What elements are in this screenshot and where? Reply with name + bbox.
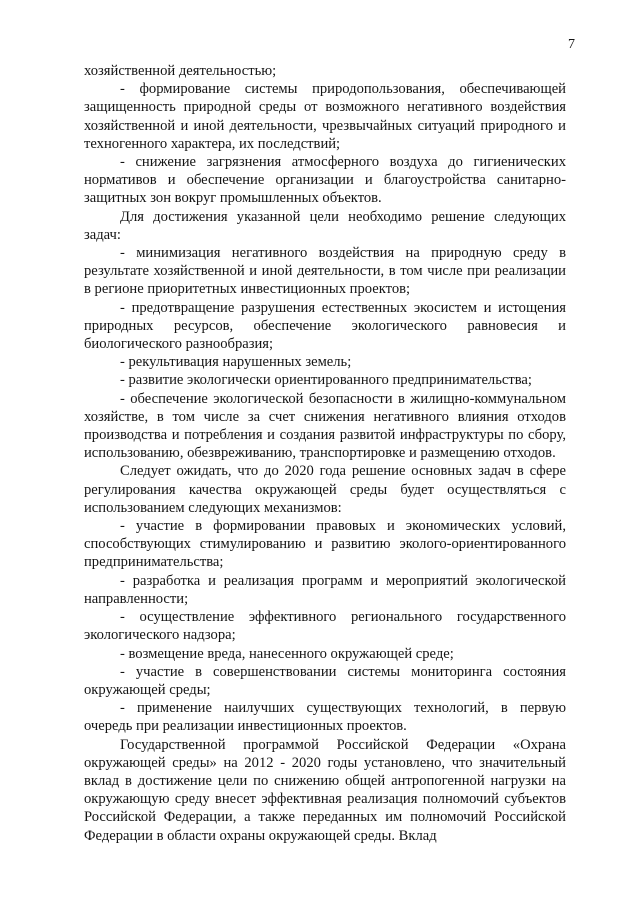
list-item-eco-programs: - разработка и реализация программ и мероприятий экологической направленности; xyxy=(84,572,566,607)
paragraph-state-program: Государственной программой Российской Федерации «Охрана окружающей среды» на 2012 - 2020 годы установлено, что значительный вклад в достижение цели по снижению общей антропогенной нагрузки на окружающую среду внесет эффективная реализация полномочий субъектов Российской Федерации, а также переданных им полномочий Российской Федерации в области охраны окружающей среды. Вклад xyxy=(84,736,566,844)
list-item-air-pollution-reduction: - снижение загрязнения атмосферного воздуха до гигиенических нормативов и обеспечение организации и благоустройства санитарно-защитных зон вокруг промышленных объектов. xyxy=(84,154,566,207)
list-item-ecosystem-protection: - предотвращение разрушения естественных экосистем и истощения природных ресурсов, обеспечение экологического равновесия и биологического разнообразия; xyxy=(84,299,566,353)
list-item-monitoring-system: - участие в совершенствовании системы мониторинга состояния окружающей среды; xyxy=(84,663,566,698)
paragraph-tasks-intro: Для достижения указанной цели необходимо решение следующих задач: xyxy=(84,208,566,243)
list-item-state-supervision: - осуществление эффективного регионального государственного экологического надзора; xyxy=(84,609,566,644)
list-item-impact-minimization: - минимизация негативного воздействия на природную среду в результате хозяйственной и иной деятельности, в том числе при реализации в регионе приоритетных инвестиционных проектов; xyxy=(84,245,566,298)
list-item-legal-conditions: - участие в формировании правовых и экономических условий, способствующих стимулированию и развитию эколого-ориентированного предпринимательства; xyxy=(84,518,566,571)
list-item-damage-compensation: - возмещение вреда, нанесенного окружающей среде; xyxy=(120,645,454,662)
page-number: 7 xyxy=(568,37,575,52)
paragraph-mechanisms-intro: Следует ожидать, что до 2020 года решение основных задач в сфере регулирования качества окружающей среды будет осуществляться с использованием следующих механизмов: xyxy=(84,463,566,516)
document-body xyxy=(84,62,566,845)
list-item-eco-business: - развитие экологически ориентированного предпринимательства; xyxy=(120,372,532,389)
list-item-best-technologies: - применение наилучших существующих технологий, в первую очередь при реализации инвестиционных проектов. xyxy=(84,700,566,735)
list-item-nature-management-system: - формирование системы природопользования, обеспечивающей защищенность природной среды от возможного негативного воздействия хозяйственной и иной деятельности, чрезвычайных ситуаций природного и техногенного характера, их последствий; xyxy=(84,81,566,152)
list-item-land-recultivation: - рекультивация нарушенных земель; xyxy=(120,354,352,371)
paragraph-continuation: хозяйственной деятельностью; xyxy=(84,63,277,79)
list-item-waste-safety: - обеспечение экологической безопасности в жилищно-коммунальном хозяйстве, в том числе за счет снижения негативного влияния отходов производства и потребления и создания развитой инфраструктуры по сбору, использованию, обезвреживанию, транспортировке и размещению отходов. xyxy=(84,390,566,462)
